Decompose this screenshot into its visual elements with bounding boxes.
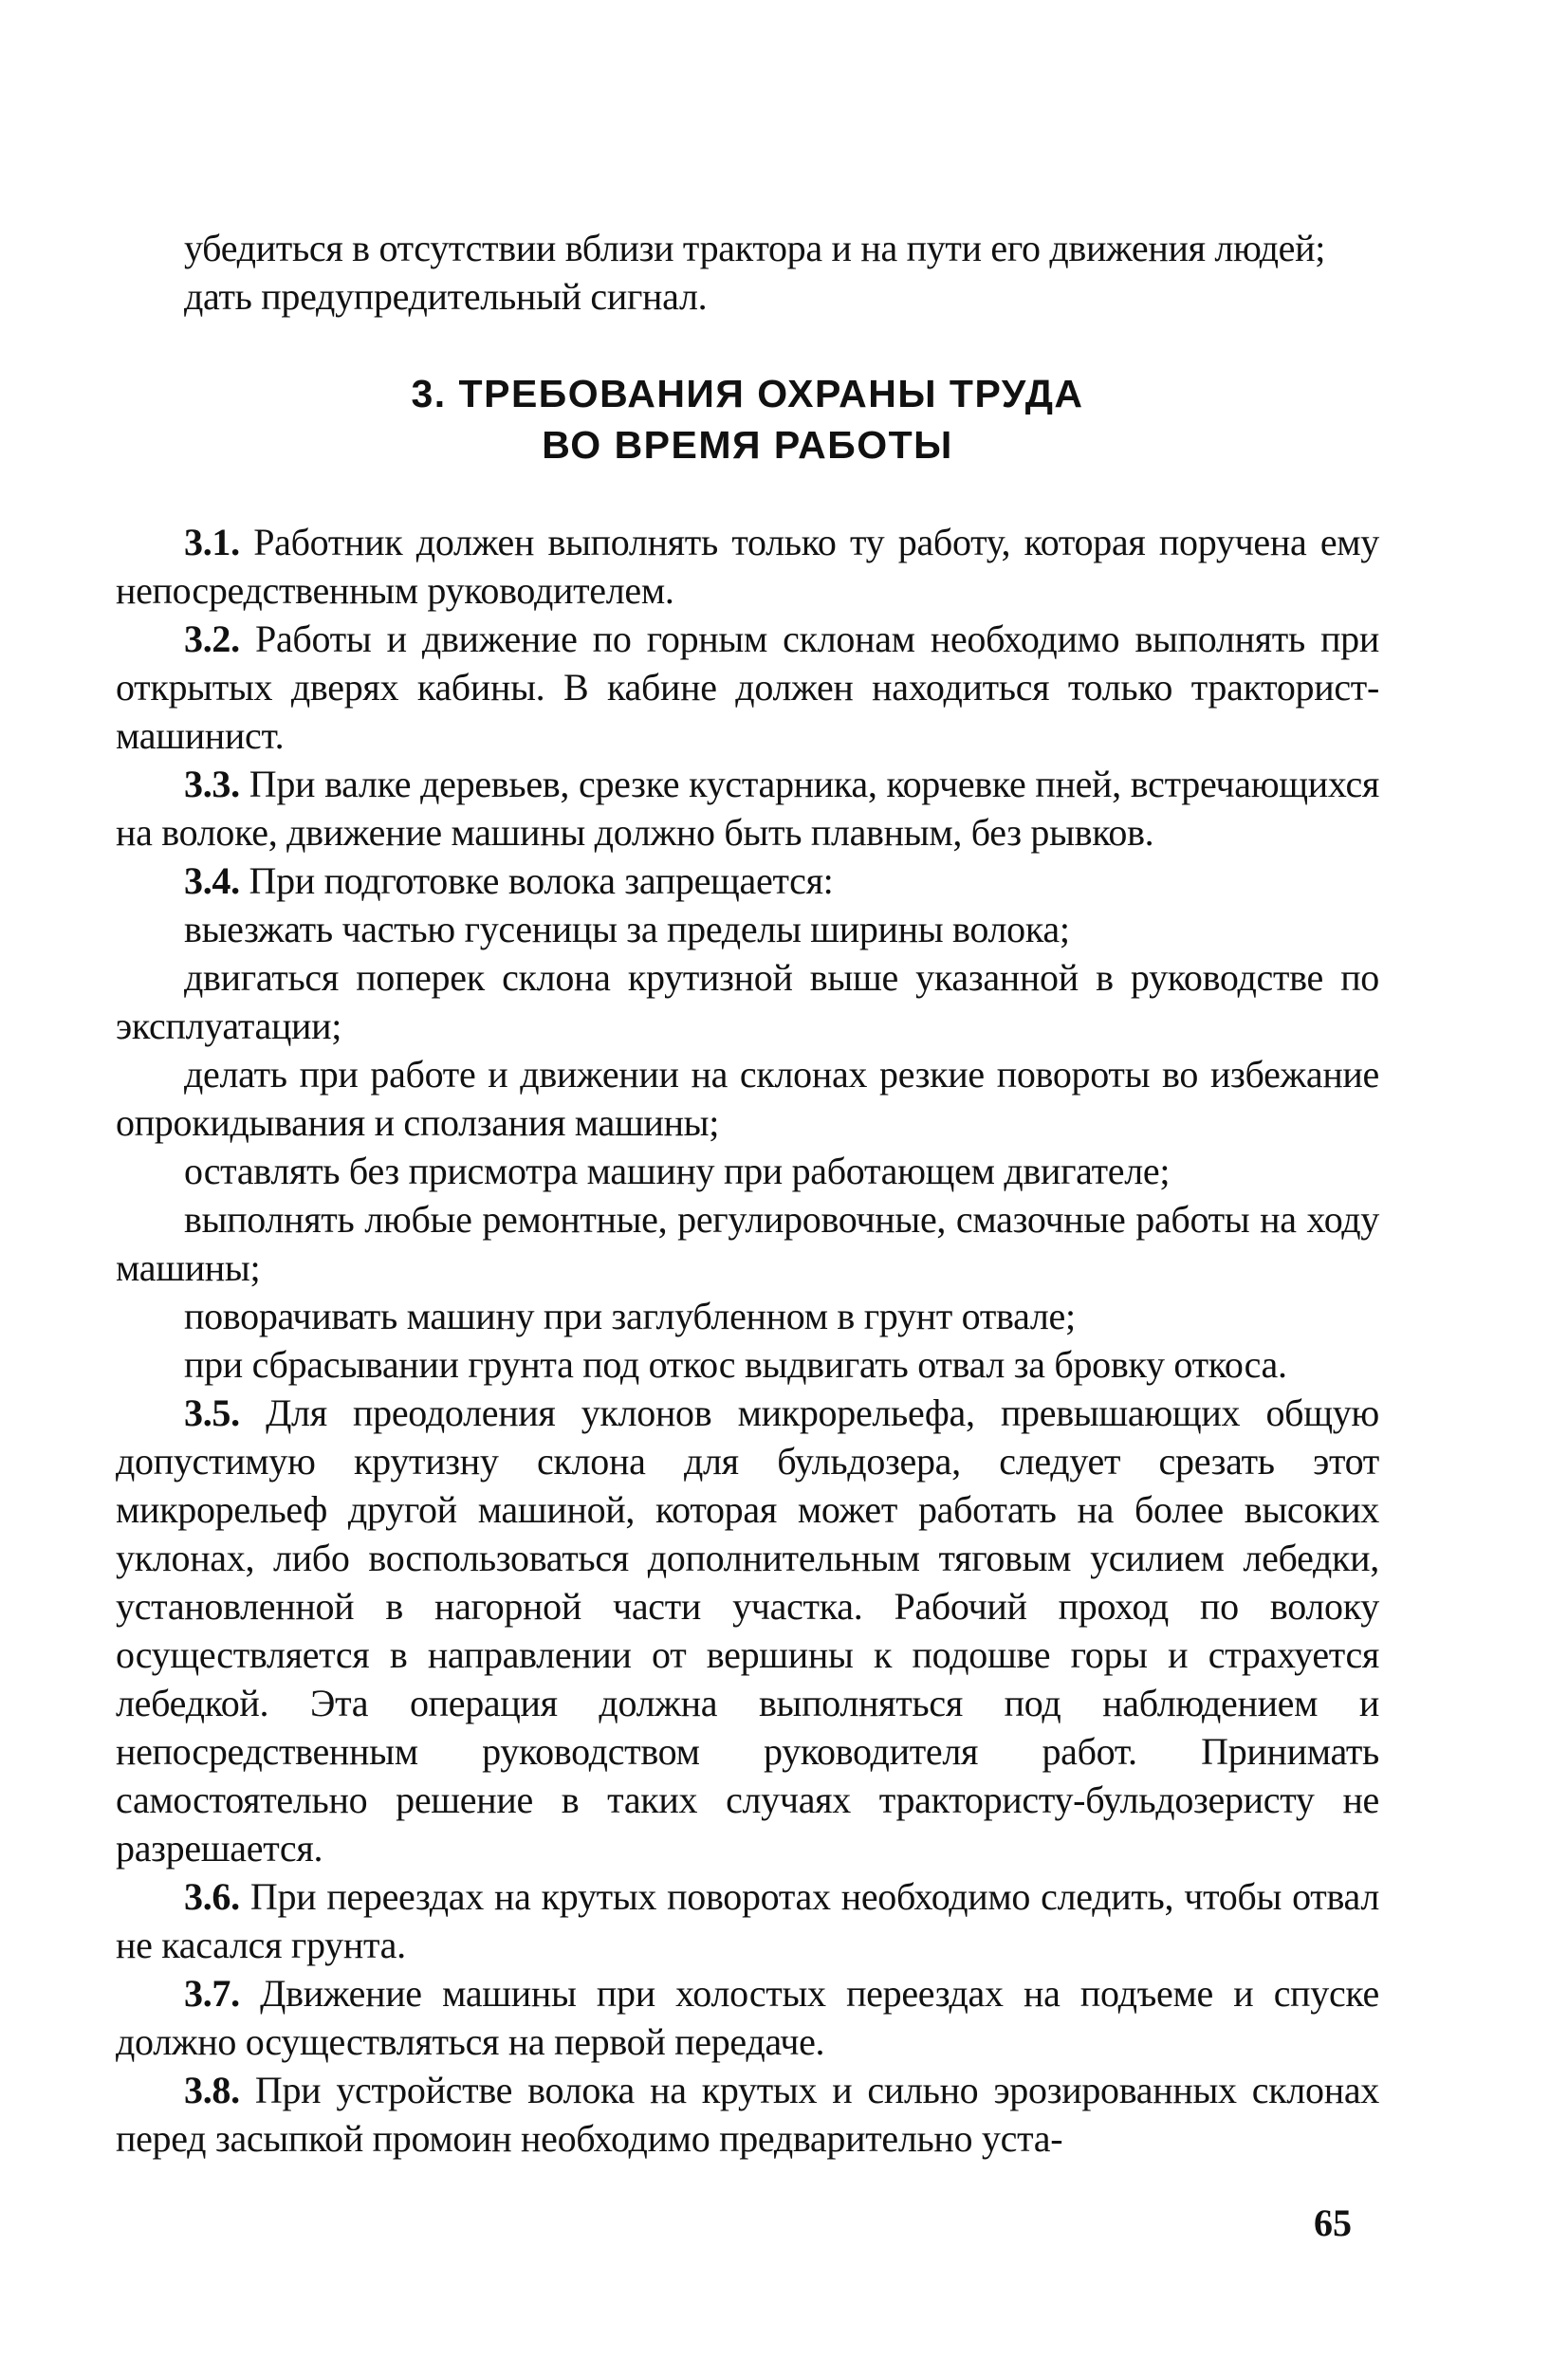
- list-item: двигаться поперек склона крутизной выше указанной в руководстве по эксплуатации;: [116, 956, 1379, 1047]
- list-item: выезжать частью гусеницы за пределы ширины волока;: [184, 908, 1070, 950]
- paragraph-3-1: [116, 518, 1379, 615]
- paragraph-number: 3.6.: [184, 1875, 240, 1918]
- list-item: при сбрасывании грунта под откос выдвигать отвал за бровку откоса.: [184, 1343, 1287, 1386]
- paragraph-text: При подготовке волока запрещается:: [249, 859, 834, 902]
- paragraph-3-8: [116, 2066, 1379, 2163]
- paragraph-number: 3.8.: [184, 2069, 240, 2111]
- paragraph-3-7: [116, 1969, 1379, 2066]
- paragraph-text: При валке деревьев, срезке кустарника, корчевке пней, встречающихся на волоке, движение машины должно быть плавным, без рывков.: [116, 763, 1379, 854]
- page-number: 65: [1314, 2201, 1352, 2244]
- paragraph-3-4: [116, 857, 1379, 905]
- paragraph-text: Движение машины при холостых переездах на подъеме и спуске должно осуществляться на первой передаче.: [116, 1972, 1379, 2063]
- list-item: делать при работе и движении на склонах резкие повороты во избежание опрокидывания и сползания машины;: [116, 1053, 1379, 1144]
- paragraph-text: Работы и движение по горным склонам необходимо выполнять при открытых дверях кабины. В кабине должен находиться только тракторист-машинист.: [116, 617, 1379, 757]
- paragraph-text: Работник должен выполнять только ту работу, которая поручена ему непосредственным руководителем.: [116, 521, 1379, 612]
- section-heading-line-1: 3. ТРЕБОВАНИЯ ОХРАНЫ ТРУДА: [411, 372, 1084, 415]
- paragraph-number: 3.2.: [184, 617, 240, 660]
- list-item: выполнять любые ремонтные, регулировочные, смазочные работы на ходу машины;: [116, 1198, 1379, 1289]
- section-heading: [116, 368, 1379, 470]
- paragraph-number: 3.1.: [184, 521, 240, 563]
- paragraph-text: Для преодоления уклонов микрорельефа, превышающих общую допустимую крутизну склона для бульдозера, следует срезать этот микрорельеф другой машиной, которая может работать на более высоких уклонах, либо воспользоваться дополнительным тяговым усилием лебедки, установленной в нагорной части участка. Рабочий проход по волоку осуществляется в направлении от вершины к подошве горы и страхуется лебедкой. Эта операция должна выполняться под наблюдением и непосредственным руководством руководителя работ. Принимать самостоятельно решение в таких случаях трактористу-бульдозеристу не разрешается.: [116, 1391, 1379, 1870]
- paragraph-3-5: [116, 1389, 1379, 1872]
- paragraph-3-3: [116, 760, 1379, 857]
- intro-line-2: дать предупредительный сигнал.: [184, 275, 708, 318]
- paragraph-number: 3.5.: [184, 1391, 240, 1434]
- section-heading-line-2: ВО ВРЕМЯ РАБОТЫ: [542, 423, 953, 467]
- list-item: оставлять без присмотра машину при работающем двигателе;: [184, 1150, 1171, 1192]
- paragraph-number: 3.7.: [184, 1972, 240, 2015]
- paragraph-number: 3.4.: [184, 859, 240, 902]
- paragraph-text: При устройстве волока на крутых и сильно эрозированных склонах перед засыпкой промоин необходимо предварительно уста-: [116, 2069, 1379, 2160]
- paragraph-3-6: [116, 1872, 1379, 1969]
- intro-line-1: убедиться в отсутствии вблизи трактора и на пути его движения людей;: [184, 227, 1326, 269]
- paragraph-number: 3.3.: [184, 763, 240, 805]
- page-body: [116, 224, 1379, 2163]
- paragraph-text: При переездах на крутых поворотах необходимо следить, чтобы отвал не касался грунта.: [116, 1875, 1379, 1966]
- list-item: поворачивать машину при заглубленном в грунт отвале;: [184, 1295, 1076, 1337]
- paragraph-3-2: [116, 615, 1379, 760]
